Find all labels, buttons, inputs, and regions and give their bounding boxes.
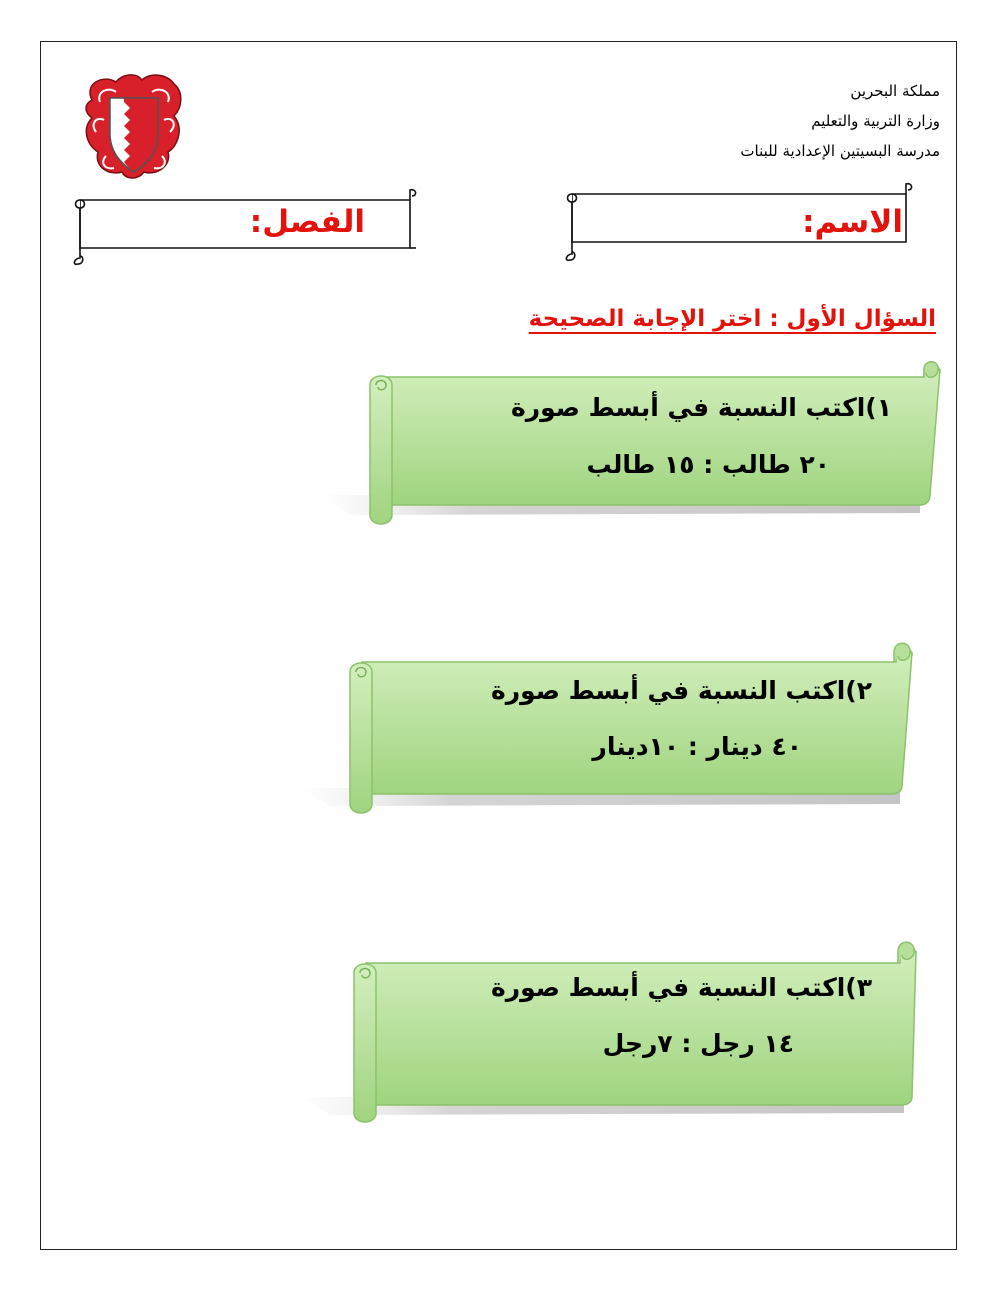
question-banner-3 [300, 937, 920, 1127]
question-3-ratio: ١٤ رجل : ٧رجل [602, 1029, 794, 1058]
question-1-prompt: ١)اكتب النسبة في أبسط صورة [510, 393, 892, 422]
ministry-name: وزارة التربية والتعليم [811, 112, 940, 130]
name-label-scroll [562, 180, 918, 264]
bahrain-emblem-icon [82, 72, 186, 182]
section-title: السؤال الأول : اختر الإجابة الصحيحة [528, 306, 936, 332]
kingdom-name: مملكة البحرين [850, 82, 940, 100]
question-2-ratio: ٤٠ دينار : ١٠دينار [592, 732, 802, 761]
question-banner-1 [320, 355, 940, 535]
class-label: الفصل: [249, 204, 365, 240]
class-label-scroll [70, 186, 420, 266]
school-header [740, 84, 940, 174]
question-2-prompt: ٢)اكتب النسبة في أبسط صورة [490, 676, 872, 705]
question-3-prompt: ٣)اكتب النسبة في أبسط صورة [490, 973, 872, 1002]
question-1-ratio: ٢٠ طالب : ١٥ طالب [586, 450, 830, 479]
name-label: الاسم: [802, 204, 903, 240]
question-banner-2 [300, 638, 920, 818]
school-name: مدرسة البسيتين الإعدادية للبنات [740, 142, 940, 160]
